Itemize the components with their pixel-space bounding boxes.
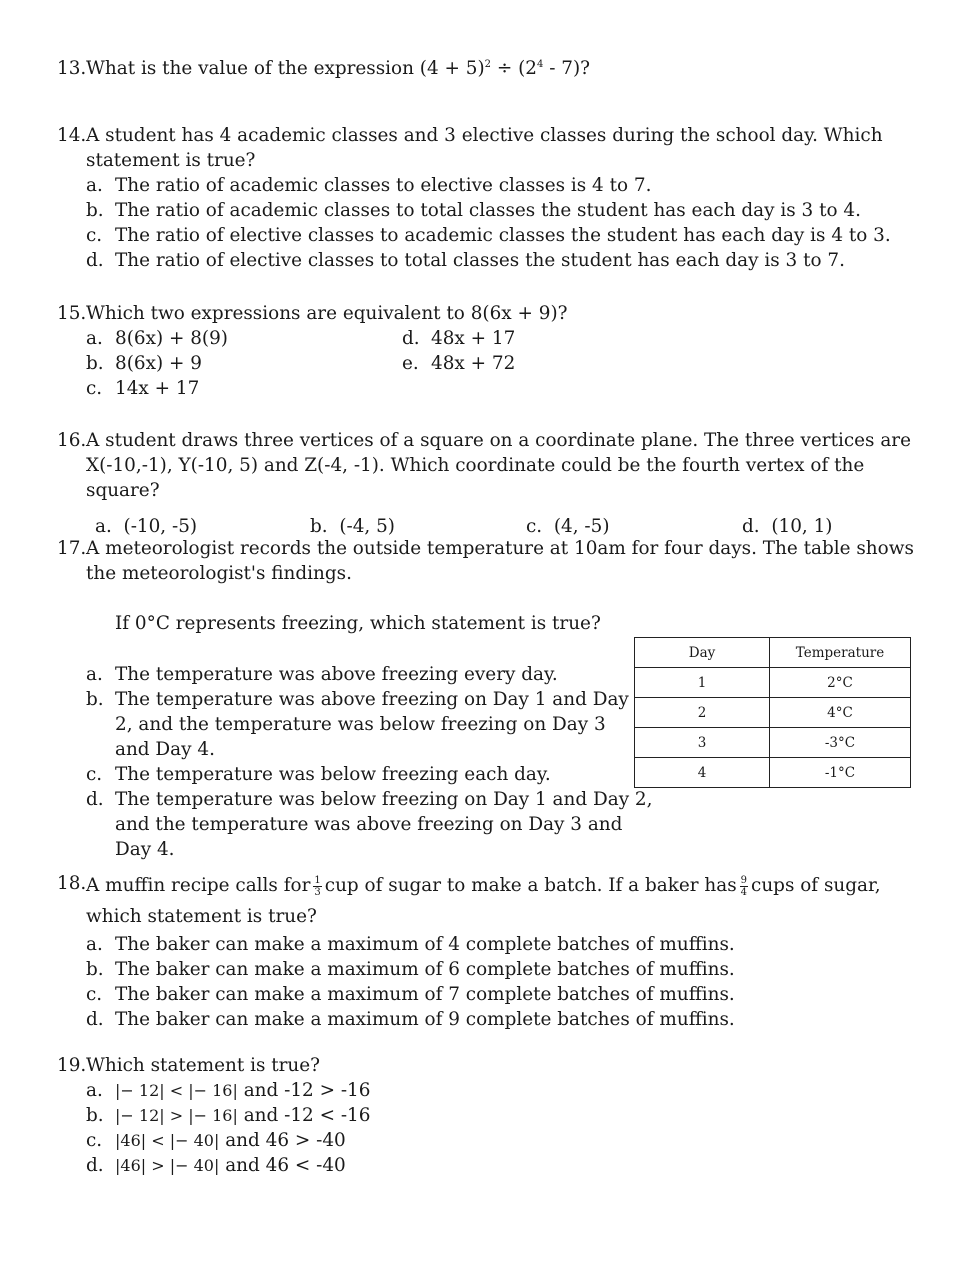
column-header-day: Day — [635, 638, 770, 668]
table-cell: -3°C — [770, 728, 911, 758]
table-cell: 4 — [635, 758, 770, 788]
temperature-table — [634, 637, 911, 788]
option-a: a. 8(6x) + 8(9) — [86, 328, 228, 349]
question-16 — [57, 428, 917, 539]
question-number: 13. — [57, 58, 87, 79]
question-text: What is the value of the expression $(4 + 5)^2 \div (2^4 - 7)$? — [86, 58, 591, 79]
option-d: d. The temperature was below freezing on Day 1 and Day 2, and the temperature was above freezing on Day 3 and Day 4. — [86, 789, 653, 860]
question-number: 19. — [57, 1055, 87, 1076]
table-row — [635, 698, 911, 728]
option-d: d. The ratio of elective classes to total classes the student has each day is 3 to 7. — [86, 250, 845, 271]
question-number: 16. — [57, 430, 87, 451]
option-c: c. The ratio of elective classes to academic classes the student has each day is 4 to 3. — [86, 225, 891, 246]
option-a: a. The ratio of academic classes to elective classes is 4 to 7. — [86, 175, 652, 196]
option-c: c. (4, -5) — [526, 516, 610, 537]
question-19 — [57, 1053, 917, 1178]
question-18 — [57, 870, 917, 1032]
table-cell: 2°C — [770, 668, 911, 698]
question-14 — [57, 123, 917, 273]
table-row — [635, 668, 911, 698]
question-number: 15. — [57, 303, 87, 324]
option-c: c. The baker can make a maximum of 7 complete batches of muffins. — [86, 984, 735, 1005]
question-15 — [57, 301, 917, 401]
table-cell: 4°C — [770, 698, 911, 728]
question-number: 18. — [57, 873, 87, 894]
option-a: a. The baker can make a maximum of 4 complete batches of muffins. — [86, 934, 735, 955]
question-text: A meteorologist records the outside temperature at 10am for four days. The table shows the meteorologist's findings. — [86, 538, 914, 584]
option-b: b. The baker can make a maximum of 6 complete batches of muffins. — [86, 959, 735, 980]
question-text: A muffin recipe calls for $\frac{1}{3}$ cup of sugar to make a batch. If a baker has $\frac{9}{4}$ cups of sugar, which statement is true? — [86, 874, 881, 927]
table-row — [635, 728, 911, 758]
option-b: b. (-4, 5) — [310, 516, 395, 537]
option-d: d. (10, 1) — [742, 516, 833, 537]
option-d: d. The baker can make a maximum of 9 complete batches of muffins. — [86, 1009, 735, 1030]
option-a: a. |− 12| < |− 16| and -12 > -16 — [86, 1080, 371, 1101]
option-b: b. The temperature was above freezing on Day 1 and Day 2, and the temperature was below freezing on Day 3 and Day 4. — [86, 689, 629, 760]
option-b: b. 8(6x) + 9 — [86, 353, 202, 374]
option-d: d. |46| > |− 40| and 46 < -40 — [86, 1155, 346, 1176]
option-b: b. The ratio of academic classes to total classes the student has each day is 3 to 4. — [86, 200, 861, 221]
column-header-temperature: Temperature — [770, 638, 911, 668]
question-text: A student draws three vertices of a square on a coordinate plane. The three vertices are X(-10,-1), Y(-10, 5) and Z(-4, -1). Which coordinate could be the fourth vertex of the square? — [86, 430, 911, 501]
table-cell: -1°C — [770, 758, 911, 788]
question-text: Which statement is true? — [86, 1055, 321, 1076]
option-c: c. The temperature was below freezing each day. — [86, 764, 551, 785]
table-cell: 1 — [635, 668, 770, 698]
question-number: 17. — [57, 538, 87, 559]
option-e: e. 48x + 72 — [402, 353, 516, 374]
fraction-one-third: $\frac{1}{3}$ — [314, 874, 321, 898]
option-c: c. |46| < |− 40| and 46 > -40 — [86, 1130, 346, 1151]
option-d: d. 48x + 17 — [402, 328, 516, 349]
table-header-row — [635, 638, 911, 668]
option-a: a. (-10, -5) — [95, 516, 198, 537]
question-text: Which two expressions are equivalent to 8(6x + 9)? — [86, 303, 568, 324]
table-row — [635, 758, 911, 788]
option-a: a. The temperature was above freezing every day. — [86, 664, 558, 685]
table-cell: 3 — [635, 728, 770, 758]
question-13 — [57, 56, 917, 81]
question-number: 14. — [57, 125, 87, 146]
question-text: A student has 4 academic classes and 3 elective classes during the school day. Which statement is true? — [86, 125, 883, 171]
option-c: c. 14x + 17 — [86, 378, 200, 399]
option-b: b. |− 12| > |− 16| and -12 < -16 — [86, 1105, 371, 1126]
fraction-nine-fourths: $\frac{9}{4}$ — [740, 874, 748, 898]
table-cell: 2 — [635, 698, 770, 728]
question-prompt: If 0°C represents freezing, which statement is true? — [115, 613, 601, 634]
